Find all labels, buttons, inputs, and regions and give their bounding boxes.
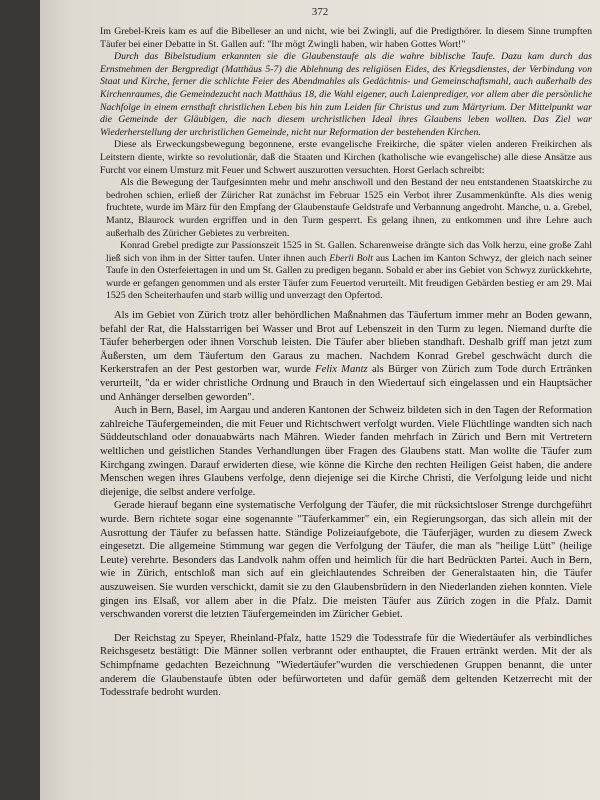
page-number: 372 xyxy=(311,6,329,18)
paragraph-systematic-persecution: Gerade hierauf begann eine systematische Verfolgung der Täufer, die mit rücksichtsloser Strenge durchgeführt wurde. Bern richtete sogar eine sogenannte "Täuferkammer" ein, ein Regierungsorgan, das sich allein mit der Ausrottung der Täufer zu befassen hatte. Ständige Polizeiaufgebote, die Täuferjäger, wurden zu diesem Zweck eingesetzt. Die allgemeine Stimmung war gegen die Verfolgung der Täufer, die man als "heilige Lütt" (heilige Leute) verehrte. Besonders das Landvolk nahm offen und heimlich für die hart Bedrückten Partei. Auch in Bern, wie in Zürich, entschloß man sich auf ein gleichlautendes Schreiben der Generalstaaten hin, die Täufer auszuweisen. Sie wurden verschickt, damit sie zu den Glaubensbrüdern in den Niederlanden ziehen konnten. Viele gingen ins Elsaß, vor allem aber in die Pfalz. Die meisten Täufer aus Zürich zogen in die Pfalz. Damit verschwanden vorerst die letzten Täufergemeinden im Züricher Gebiet. xyxy=(100,500,592,621)
paragraph-bern-basel: Auch in Bern, Basel, im Aargau und anderen Kantonen der Schweiz bildeten sich in den Tagen der Reformation zahlreiche Täufergemeinden, die mit Feuer und Richtschwert verfolgt wurden. Viele Flüchtlinge wandten sich nach Süddeutschland oder donauabwärts nach Mähren. Wieder fanden mehrfach in Zürich und Bern mit Vertretern weltlichen und geistlichen Standes Verhandlungen über Fragen des Glaubens statt. Man wollte die Täufer zum Kirchgang zwingen. Darauf erwiderten diese, wie könne die Kirche den rechten Heiligen Geist haben, die andere Menschen wegen ihres Glaubens verfolge, denn diejenige sei die Kirche Christi, die Verfolgung leide und nicht diejenige, die selbst andere verfolge. xyxy=(100,405,592,498)
text-segment: Als im Gebiet von Zürich trotz aller behördlichen Maßnahmen das Täufertum immer mehr an Boden gewann, befahl der Rat, die Halsstarrigen bei Wasser und Brot auf Lebenszeit in den Turm zu legen. Niemand durfte die Täufer beherbergen oder ihnen Vorschub leisten. Die Täufer aber blieben standhaft. Deshalb griff man jetzt zum Äußersten, um dem Täufertum den Garaus zu machen. Nachdem Konrad Grebel geschwächt durch die Kerkerstrafen an der Pest gestorben war, wurde xyxy=(100,310,592,376)
paragraph-revival-movement: Diese als Erweckungsbewegung begonnene, erste evangelische Freikirche, die später vielen anderen Freikirchen als Leitstern diente, wirkte so revolutionär, daß die Staaten und Kirchen (katholische wie evangelische) alle diese Ansätze aus Furcht vor einem Umsturz mit Feuer und Schwert auszurotten versuchten. Horst Gerlach schreibt: xyxy=(100,139,592,176)
paragraph-zurich-persecution xyxy=(100,309,592,404)
paragraph-reichstag-speyer: Der Reichstag zu Speyer, Rheinland-Pfalz, hatte 1529 die Todesstrafe für die Wiedertäufer als verbindliches Reichsgesetz bestätigt: Die Männer sollen verbrannt oder enthauptet, die Frauen ertränkt werden. Mit der als Schimpfname gedachten Bezeichnung "Wiedertäufer"wurden die verschiedenen Gruppen benannt, die unter anderem die Glaubenstaufe übten oder befürworteten und dafür gemäß dem geltenden Ketzerrecht mit der Todesstrafe bedroht wurden. xyxy=(100,632,592,699)
text-segment: Konrad Grebel predigte zur Passionszeit 1525 in St. Gallen. Scharenweise drängte sich das Volk herzu, eine große Zahl ließ sich von ihm in der Sitter taufen. Unter ihnen auch xyxy=(106,240,592,264)
person-name: Felix Mantz xyxy=(315,364,368,376)
person-name: Eberli Bolt xyxy=(329,252,373,264)
page-content xyxy=(100,26,592,700)
book-page xyxy=(40,0,600,800)
paragraph-bible-study: Durch das Bibelstudium erkannten sie die Glaubenstaufe als die wahre biblische Taufe. Dazu kam durch das Ernstnehmen der Bergpredigt (Matthäus 5-7) die Ablehnung des religiösen Eides, des Kriegsdienstes, der Verbindung von Staat und Kirche, ferner die schlichte Feier des Abendmahles als Gedächtnis- und Gemeinschaftsmahl, auch außerhalb des Kirchenraumes, die Gemeindezucht nach Matthäus 18, die Wahl eigener, auch Laienprediger, vor allem aber die persönliche Nachfolge in einem ernsthaft christlichen Leben bis hin zum Leiden für Christus und zum Märtyrium. Der Mittelpunkt war die Gemeinde der Gläubigen, die nach diesem urchristlichen Ideal ihres Glaubens leben wollten. Das Ziel war Wiederherstellung der urchristlichen Gemeinde, nicht nur Reformation der bestehenden Kirchen. xyxy=(100,51,592,138)
quote-paragraph-grebel-preaching xyxy=(100,240,592,303)
text-segment: als Bürger von Zürich zum Tode durch Ertränken verurteilt, "da er wider christliche Ordnung und Brauch in den Wiedertauf sich eingelassen und ein Hauptsächer und Anhänger derselben geworden". xyxy=(100,364,592,403)
quote-paragraph-zurich-council: Als die Bewegung der Taufgesinnten mehr und mehr anschwoll und den Bestand der neu entstandenen Staatskirche zu bedrohen schien, erließ der Züricher Rat zunächst im Februar 1525 ein Verbot ihrer Zusammenkünfte. Als dies wenig fruchtete, wurde im März für den Empfang der Glaubenstaufe Geldstrafe und Verbannung angedroht. Manche, u. a. Grebel, Mantz, Blaurock wurden ergriffen und in den Turm gesperrt. Es gelang ihnen, zu entkommen und ihre Lehre auch außerhalb des Züricher Gebietes zu verbreiten. xyxy=(106,177,592,239)
paragraph-grebel-circle: Im Grebel-Kreis kam es auf die Bibelleser an und nicht, wie bei Zwingli, auf die Predigthörer. In diesem Sinne trumpften Täufer bei einer Debatte in St. Gallen auf: "Ihr mögt Zwingli haben, wir haben Gottes Wort!" xyxy=(100,26,592,50)
text-segment: aus Lachen im Kanton Schwyz, der gleich nach seiner Taufe in den Osterfeiertagen in und um St. Gallen zu predigen begann. Sobald er aber ins Gebiet von Schwyz zurückkehrte, wurde er gefangen genommen und als erster Täufer zum Feuertod verurteilt. Mit freudigen Gebärden bestieg er am 29. Mai 1525 den Scheiterhaufen und starb willig und unverzagt den Opfertod. xyxy=(106,252,592,302)
